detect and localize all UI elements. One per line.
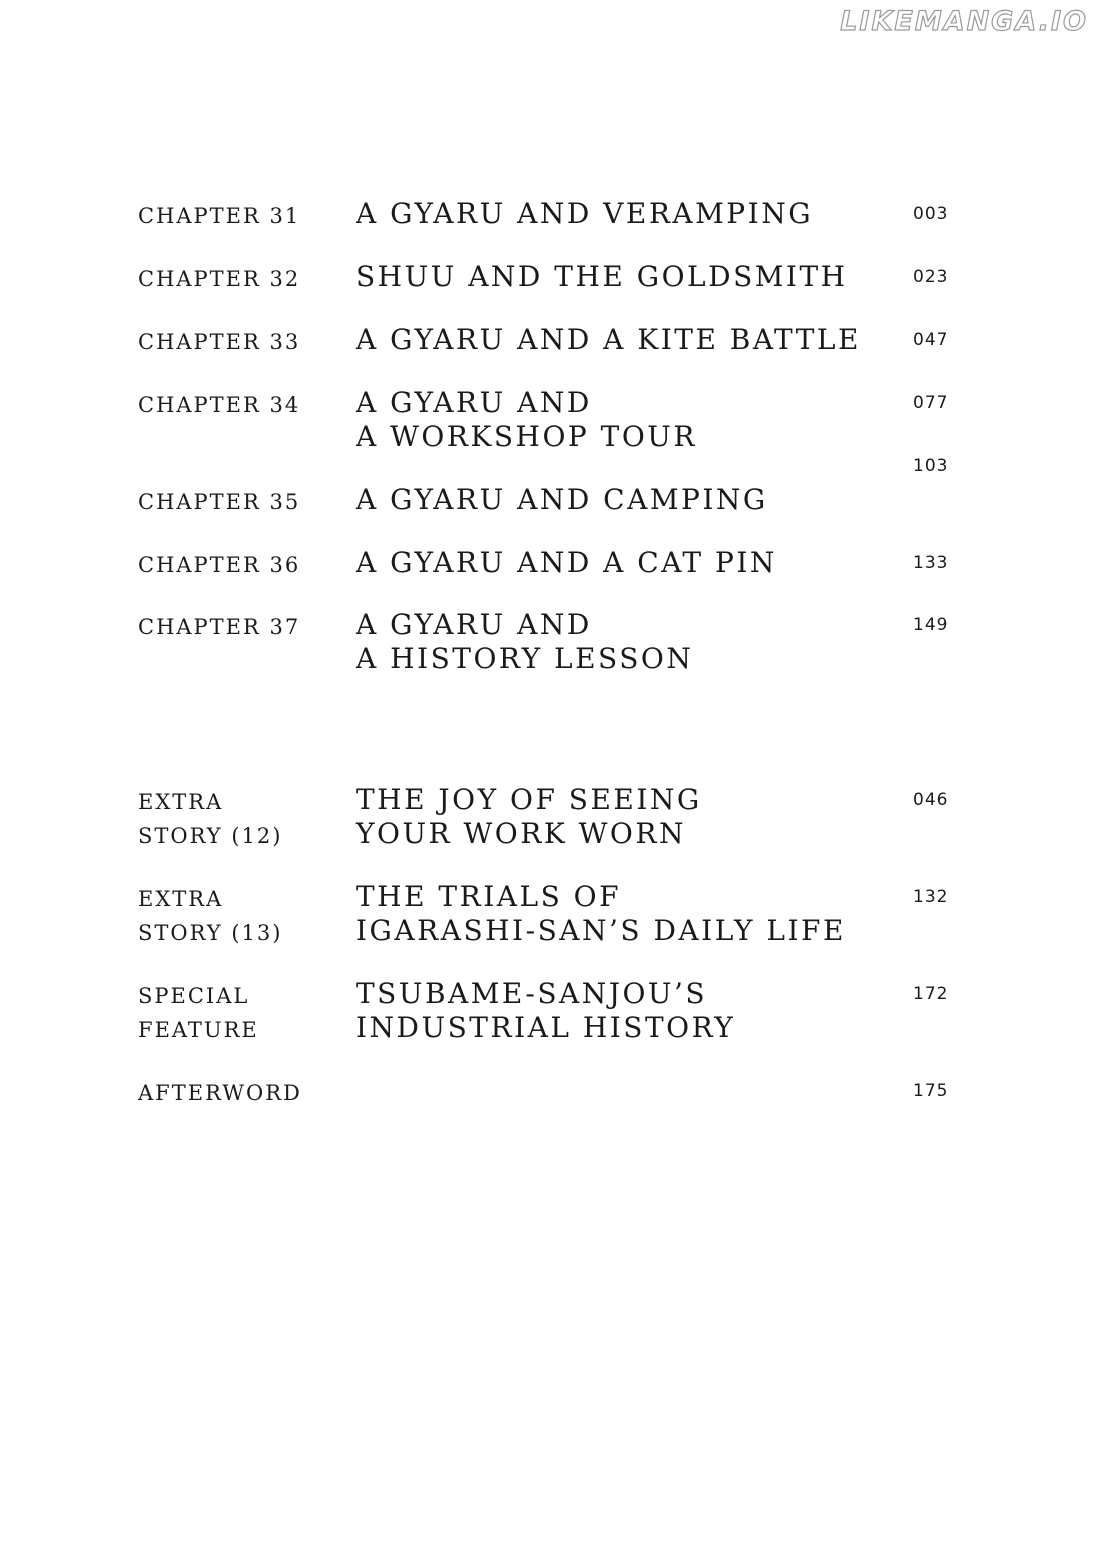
entry-page-number: 003 [913, 204, 949, 224]
entry-label: EXTRA STORY (12) [138, 790, 283, 848]
entry-label: CHAPTER 35 [138, 490, 301, 514]
entry-page-number: 149 [913, 615, 949, 635]
entry-label: CHAPTER 33 [138, 330, 301, 354]
entry-title: A GYARU AND VERAMPING [356, 197, 814, 230]
entry-page-number: 172 [913, 984, 949, 1004]
entry-page-number: 077 [913, 393, 949, 413]
entry-page-number: 103 [913, 456, 949, 476]
entry-label: EXTRA STORY (13) [138, 887, 283, 945]
site-watermark: LIKEMANGA.IO [840, 6, 1088, 37]
entry-page-number: 047 [913, 330, 949, 350]
entry-title: A GYARU AND A HISTORY LESSON [356, 608, 694, 675]
entry-page-number: 023 [913, 267, 949, 287]
entry-label: AFTERWORD [138, 1081, 302, 1105]
entry-label: CHAPTER 37 [138, 615, 301, 639]
entry-title: THE TRIALS OF IGARASHI-SAN’S DAILY LIFE [356, 880, 846, 947]
entry-page-number: 132 [913, 887, 949, 907]
entry-title: TSUBAME-SANJOU’S INDUSTRIAL HISTORY [356, 977, 736, 1044]
entry-title: SHUU AND THE GOLDSMITH [356, 260, 848, 293]
entry-label: CHAPTER 32 [138, 267, 301, 291]
entry-page-number: 133 [913, 553, 949, 573]
entry-label: CHAPTER 34 [138, 393, 301, 417]
entry-title: THE JOY OF SEEING YOUR WORK WORN [356, 783, 702, 850]
entry-label: CHAPTER 31 [138, 204, 301, 228]
entry-title: A GYARU AND A WORKSHOP TOUR [356, 386, 697, 453]
entry-title: A GYARU AND A KITE BATTLE [356, 323, 861, 356]
entry-page-number: 175 [913, 1081, 949, 1101]
entry-page-number: 046 [913, 790, 949, 810]
entry-title: A GYARU AND CAMPING [356, 483, 768, 516]
entry-label: CHAPTER 36 [138, 553, 301, 577]
entry-title: A GYARU AND A CAT PIN [356, 546, 777, 579]
entry-label: SPECIAL FEATURE [138, 984, 259, 1042]
